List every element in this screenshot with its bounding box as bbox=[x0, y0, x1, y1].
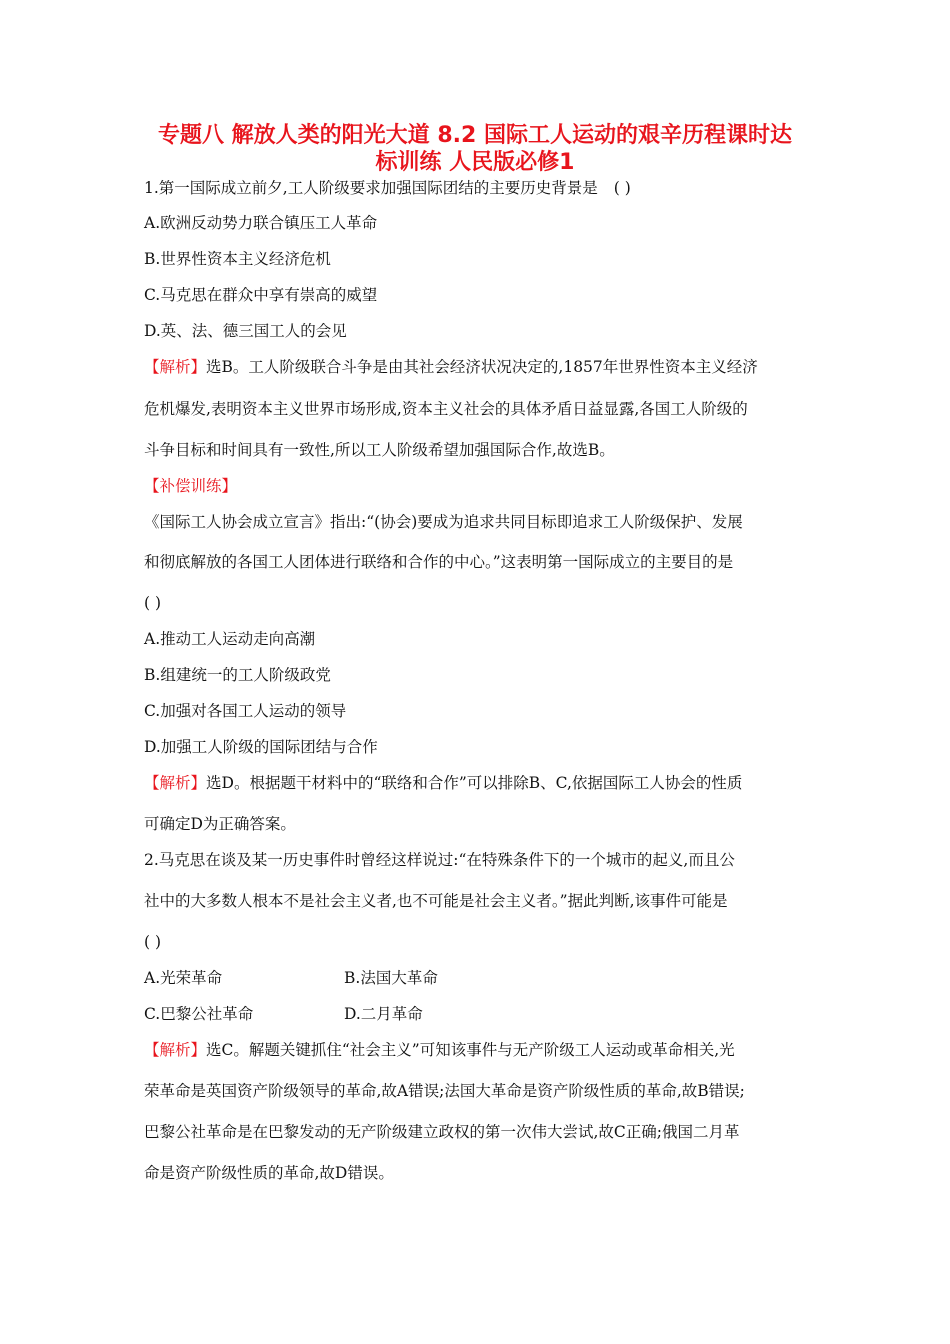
analysis-tag: 【解析】 bbox=[144, 358, 207, 376]
q1-analysis-line-2: 危机爆发,表明资本主义世界市场形成,资本主义社会的具体矛盾日益显露,各国工人阶级的 bbox=[144, 400, 748, 418]
supplement-analysis-line-1: 【解析】选D。根据题干材料中的“联络和合作”可以排除B、C,依据国际工人协会的性质 bbox=[144, 774, 743, 792]
q1-stem: 1.第一国际成立前夕,工人阶级要求加强国际团结的主要历史背景是 ( ) bbox=[144, 179, 631, 197]
q2-analysis-line-2: 荣革命是英国资产阶级领导的革命,故A错误;法国大革命是资产阶级性质的革命,故B错误; bbox=[144, 1082, 745, 1100]
q2-stem-line-2: 社中的大多数人根本不是社会主义者,也不可能是社会主义者。”据此判断,该事件可能是 bbox=[144, 892, 728, 910]
q2-analysis-line-4: 命是资产阶级性质的革命,故D错误。 bbox=[144, 1164, 394, 1182]
q2-analysis-line-3: 巴黎公社革命是在巴黎发动的无产阶级建立政权的第一次伟大尝试,故C正确;俄国二月革 bbox=[144, 1123, 740, 1141]
answer-paren: ( ) bbox=[613, 179, 631, 197]
q2-options-row-2 bbox=[144, 1004, 814, 1024]
q1-analysis-line-3: 斗争目标和时间具有一致性,所以工人阶级希望加强国际合作,故选B。 bbox=[144, 441, 615, 459]
q2-option-b: B.法国大革命 bbox=[344, 969, 438, 987]
q1-option-a: A.欧洲反动势力联合镇压工人革命 bbox=[144, 214, 378, 232]
supplement-stem-line-2: 和彻底解放的各国工人团体进行联络和合作的中心。”这表明第一国际成立的主要目的是 bbox=[144, 553, 734, 571]
q1-option-c: C.马克思在群众中享有崇高的威望 bbox=[144, 286, 378, 304]
analysis-tag: 【解析】 bbox=[144, 774, 207, 792]
supplement-analysis-line-2: 可确定D为正确答案。 bbox=[144, 815, 296, 833]
q2-answer-paren: ( ) bbox=[144, 933, 162, 951]
q1-analysis-line-1: 【解析】选B。工人阶级联合斗争是由其社会经济状况决定的,1857年世界性资本主义经济 bbox=[144, 358, 758, 376]
q2-analysis-line-1: 【解析】选C。解题关键抓住“社会主义”可知该事件与无产阶级工人运动或革命相关,光 bbox=[144, 1041, 735, 1059]
q1-option-d: D.英、法、德三国工人的会见 bbox=[144, 322, 347, 340]
analysis-tag: 【解析】 bbox=[144, 1041, 207, 1059]
q2-stem-line-1: 2.马克思在谈及某一历史事件时曾经这样说过:“在特殊条件下的一个城市的起义,而且公 bbox=[144, 851, 735, 869]
q1-option-b: B.世界性资本主义经济危机 bbox=[144, 250, 331, 268]
supplement-tag: 【补偿训练】 bbox=[144, 477, 238, 495]
supplement-option-a: A.推动工人运动走向高潮 bbox=[144, 630, 316, 648]
q2-option-c: C.巴黎公社革命 bbox=[144, 1005, 254, 1023]
title-line-2: 标训练 人民版必修1 bbox=[375, 150, 575, 175]
supplement-option-d: D.加强工人阶级的国际团结与合作 bbox=[144, 738, 378, 756]
supplement-option-b: B.组建统一的工人阶级政党 bbox=[144, 666, 331, 684]
supplement-stem-line-1: 《国际工人协会成立宣言》指出:“(协会)要成为追求共同目标即追求工人阶级保护、发展 bbox=[144, 513, 743, 531]
q2-option-a: A.光荣革命 bbox=[144, 969, 223, 987]
document-title bbox=[120, 122, 830, 176]
q2-options-row-1 bbox=[144, 968, 814, 988]
q2-option-d: D.二月革命 bbox=[344, 1005, 423, 1023]
supplement-option-c: C.加强对各国工人运动的领导 bbox=[144, 702, 347, 720]
title-line-1: 专题八 解放人类的阳光大道 8.2 国际工人运动的艰辛历程课时达 bbox=[158, 123, 792, 148]
supplement-answer-paren: ( ) bbox=[144, 594, 162, 612]
